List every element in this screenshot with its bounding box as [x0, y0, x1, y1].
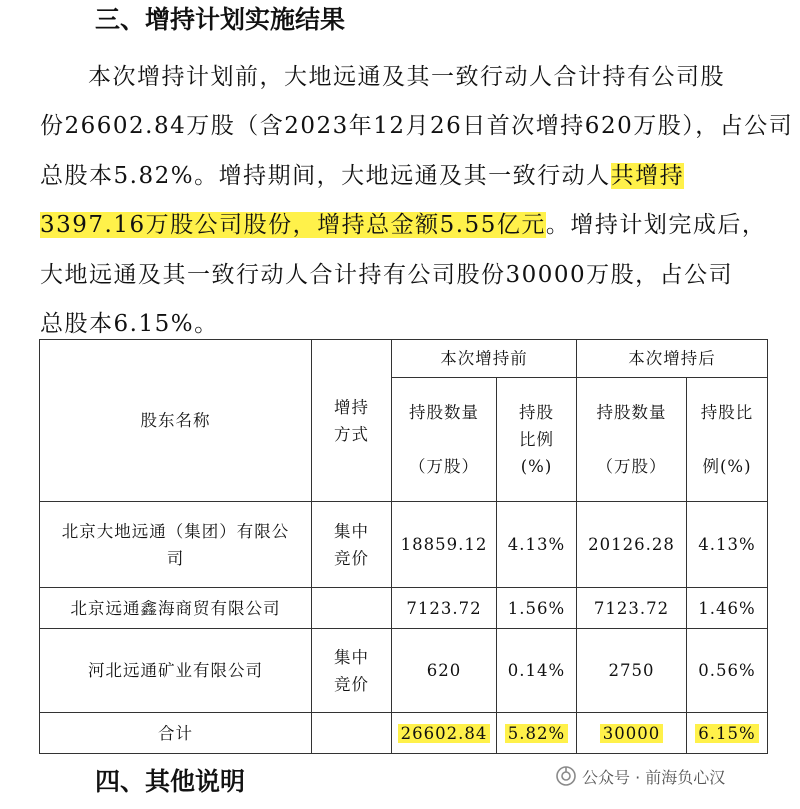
header-ratio-before: 持股 比例 (%)	[497, 378, 577, 502]
highlighted-value: 5.82%	[505, 724, 568, 743]
highlighted-text: 3397.16万股公司股份，增持总金额5.55亿元	[40, 212, 546, 239]
cell-qty-after: 20126.28	[577, 502, 687, 588]
table-row	[40, 629, 768, 713]
section4-title: 四、其他说明	[95, 767, 246, 796]
cell-ratio-before: 1.56%	[497, 588, 577, 629]
paragraph-line	[40, 201, 780, 250]
wechat-official-account-icon	[556, 766, 576, 786]
cell-ratio-before: 0.14%	[497, 629, 577, 713]
watermark-text: 公众号 · 前海负心汉	[582, 767, 726, 787]
paragraph-text: 总股本6.15%。	[40, 310, 219, 337]
paragraph-text: 本次增持计划前，大地远通及其一致行动人合计持有公司股	[88, 64, 725, 90]
cell-ratio-after: 4.13%	[687, 502, 768, 588]
cell-ratio-after: 0.56%	[687, 629, 768, 713]
paragraph-text: 。增持计划完成后，	[545, 212, 767, 239]
cell-qty-before: 620	[392, 629, 497, 713]
cell-shareholder-name: 北京远通鑫海商贸有限公司	[40, 588, 312, 629]
cell-total-ratio-before	[497, 713, 577, 754]
cell-method: 集中 竞价	[312, 502, 392, 588]
paragraph-line	[40, 102, 794, 151]
paragraph-line	[40, 152, 780, 201]
highlighted-text: 共增持	[610, 162, 685, 189]
paragraph-text: 大地远通及其一致行动人合计持有公司股份30000万股，占公司	[40, 261, 734, 288]
paragraph-line	[40, 251, 780, 300]
header-before: 本次增持前	[392, 340, 577, 378]
header-after: 本次增持后	[577, 340, 768, 378]
paragraph-text: 总股本5.82%。增持期间，大地远通及其一致行动人	[40, 162, 611, 189]
section3-title: 三、增持计划实施结果	[95, 5, 346, 34]
table-total-row	[40, 713, 768, 754]
header-qty-after: 持股数量 （万股）	[577, 378, 687, 502]
cell-qty-after: 2750	[577, 629, 687, 713]
cell-total-method	[312, 713, 392, 754]
cell-shareholder-name: 河北远通矿业有限公司	[40, 629, 312, 713]
cell-ratio-before: 4.13%	[497, 502, 577, 588]
cell-total-ratio-after	[687, 713, 768, 754]
cell-qty-before: 18859.12	[392, 502, 497, 588]
table-row	[40, 588, 768, 629]
paragraph-line	[40, 53, 780, 102]
header-ratio-after: 持股比 例(%)	[687, 378, 768, 502]
highlighted-value: 26602.84	[398, 724, 491, 743]
cell-total-qty-before	[392, 713, 497, 754]
table-header-row	[40, 340, 768, 378]
header-method: 增持 方式	[312, 340, 392, 502]
highlighted-value: 30000	[600, 724, 664, 743]
shareholding-table	[39, 339, 768, 754]
cell-shareholder-name: 北京大地远通（集团）有限公 司	[40, 502, 312, 588]
cell-ratio-after: 1.46%	[687, 588, 768, 629]
paragraph-text: 份26602.84万股（含2023年12月26日首次增持620万股），占公司	[40, 113, 794, 140]
cell-qty-after: 7123.72	[577, 588, 687, 629]
cell-method	[312, 588, 392, 629]
cell-method: 集中 竞价	[312, 629, 392, 713]
result-paragraph	[40, 53, 794, 349]
highlighted-value: 6.15%	[695, 724, 758, 743]
table-row	[40, 502, 768, 588]
watermark	[556, 764, 725, 788]
cell-qty-before: 7123.72	[392, 588, 497, 629]
header-shareholder-name: 股东名称	[40, 340, 312, 502]
cell-total-qty-after	[577, 713, 687, 754]
header-qty-before: 持股数量 （万股）	[392, 378, 497, 502]
cell-total-label: 合计	[40, 713, 312, 754]
